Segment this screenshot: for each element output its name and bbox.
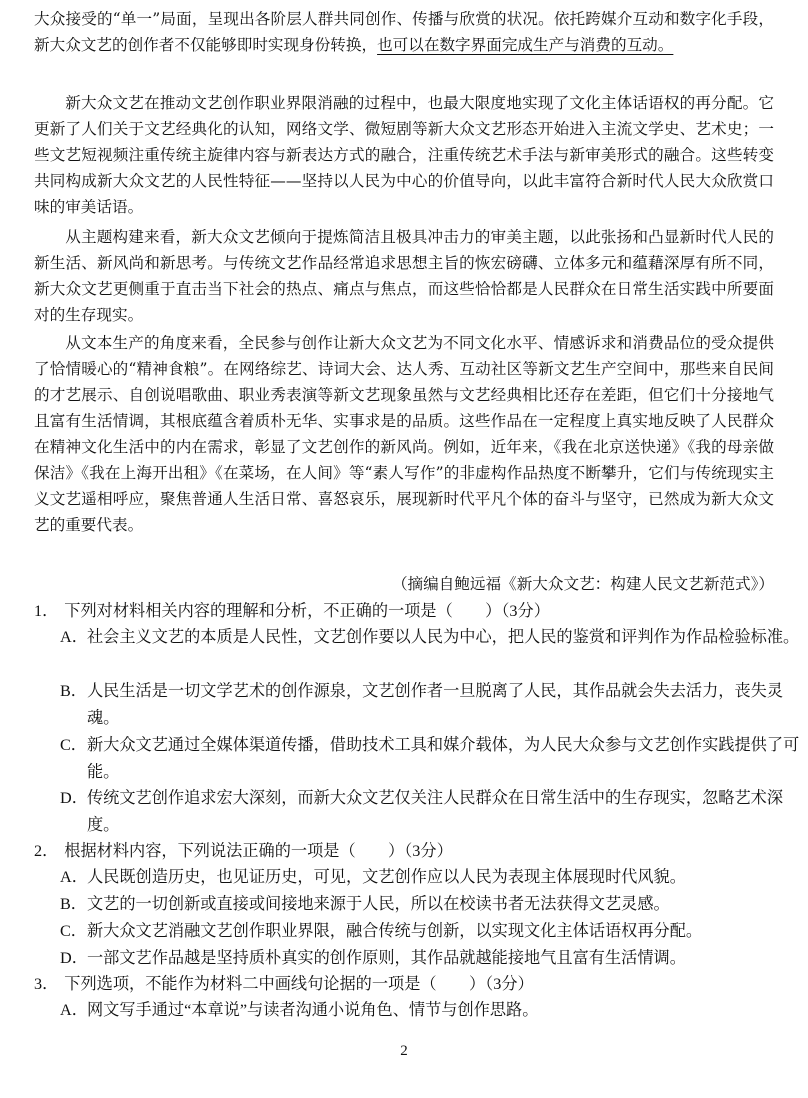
option-label: B． xyxy=(60,895,87,913)
question-2-option-d xyxy=(60,945,803,972)
option-label: D． xyxy=(60,949,88,967)
option-text: 网文写手通过“本章说”与读者沟通小说角色、情节与创作思路。 xyxy=(87,1001,539,1019)
underlined-sentence: 也可以在数字界面完成生产与消费的互动。 xyxy=(377,36,674,54)
question-1-option-d xyxy=(60,785,803,839)
option-label: D． xyxy=(60,789,88,807)
option-text: 新大众文艺消融文艺创作职业界限，融合传统与创新，以实现文化主体话语权再分配。 xyxy=(87,922,703,940)
passage-source: （摘编自鲍远福《新大众文艺：构建人民文艺新范式》） xyxy=(391,575,774,593)
option-label: C． xyxy=(60,922,87,940)
option-text: 文艺的一切创新或直接或间接地来源于人民，所以在校读书者无法获得文艺灵感。 xyxy=(87,895,670,913)
passage-paragraph-3: 从主题构建来看，新大众文艺倾向于提炼简洁且极具冲击力的审美主题，以此张扬和凸显新时代人民的新生活、新风尚和新思考。与传统文艺作品经常追求思想主旨的恢宏磅礴、立体多元和蕴藉深厚有所不同，新大众文艺更侧重于直击当下社会的热点、痛点与焦点，而这些恰恰都是人民群众在日常生活实践中所要面对的生存现实。 xyxy=(34,228,774,324)
question-2-option-b xyxy=(60,891,803,918)
option-text: 社会主义文艺的本质是人民性，文艺创作要以人民为中心，把人民的鉴赏和评判作为作品检验标准。 xyxy=(87,628,800,646)
question-1 xyxy=(34,598,774,624)
question-1-number: 1． xyxy=(34,602,59,620)
option-label: C． xyxy=(60,736,87,754)
option-text: 新大众文艺通过全媒体渠道传播，借助技术工具和媒介载体，为人民大众参与文艺创作实践提供了可能。 xyxy=(87,736,800,781)
option-label: A． xyxy=(60,868,88,886)
option-label: B． xyxy=(60,682,87,700)
passage-paragraph-4: 从文本生产的角度来看，全民参与创作让新大众文艺为不同文化水平、情感诉求和消费品位的受众提供了恰情暖心的“精神食粮”。在网络综艺、诗词大会、达人秀、互动社区等新文艺生产空间中，那些来自民间的才艺展示、自创说唱歌曲、职业秀表演等新文艺现象虽然与文艺经典相比还存在差距，但它们十分接地气且富有生活情调，其根底蕴含着质朴无华、实事求是的品质。这些作品在一定程度上真实地反映了人民群众在精神文化生活中的内在需求，彰显了文艺创作的新风尚。例如，近年来，《我在北京送快递》《我的母亲做保洁》《我在上海开出租》《在菜场，在人间》等“素人写作”的非虚构作品热度不断攀升，它们与传统现实主义文艺遥相呼应，聚焦普通人生活日常、喜怒哀乐，展现新时代平凡个体的奋斗与坚守，已然成为新大众文艺的重要代表。 xyxy=(34,334,774,534)
question-2-option-c xyxy=(60,918,803,945)
question-1-option-a xyxy=(60,624,803,651)
option-text: 人民既创造历史，也见证历史，可见，文艺创作应以人民为表现主体展现时代风貌。 xyxy=(87,868,686,886)
option-label: A． xyxy=(60,628,88,646)
question-3-option-a xyxy=(60,997,803,1024)
option-text: 人民生活是一切文学艺术的创作源泉，文艺创作者一旦脱离了人民，其作品就会失去活力，丧失灵魂。 xyxy=(87,682,784,727)
question-3-stem: 下列选项，不能作为材料二中画线句论据的一项是（ ）（3分） xyxy=(64,975,534,993)
question-2-number: 2． xyxy=(34,842,59,860)
question-1-option-c xyxy=(60,732,803,786)
question-2 xyxy=(34,838,774,864)
option-label: A． xyxy=(60,1001,88,1019)
paragraph-1-text: 大众接受的“单一”局面，呈现出各阶层人群共同创作、传播与欣赏的状况。依托跨媒介互动和数字化手段，新大众文艺的创作者不仅能够即时实现身份转换， xyxy=(34,10,774,54)
page-number: 2 xyxy=(400,1043,408,1059)
question-1-stem: 下列对材料相关内容的理解和分析，不正确的一项是（ ）（3分） xyxy=(64,602,550,620)
option-text: 传统文艺创作追求宏大深刻，而新大众文艺仅关注人民群众在日常生活中的生存现实，忽略艺术深度。 xyxy=(87,789,784,834)
option-text: 一部文艺作品越是坚持质朴真实的创作原则，其作品就越能接地气且富有生活情调。 xyxy=(87,949,686,967)
question-2-option-a xyxy=(60,864,803,891)
question-3-number: 3． xyxy=(34,975,59,993)
question-1-option-b xyxy=(60,678,803,732)
question-2-stem: 根据材料内容，下列说法正确的一项是（ ）（3分） xyxy=(64,842,453,860)
question-3 xyxy=(34,971,774,997)
passage-paragraph-2: 新大众文艺在推动文艺创作职业界限消融的过程中，也最大限度地实现了文化主体话语权的再分配。它更新了人们关于文艺经典化的认知，网络文学、微短剧等新大众文艺形态开始进入主流文学史、艺术史；一些文艺短视频注重传统主旋律内容与新表达方式的融合，注重传统艺术手法与新审美形式的融合。这些转变共同构成新大众文艺的人民性特征——坚持以人民为中心的价值导向，以此丰富符合新时代人民大众欣赏口味的审美话语。 xyxy=(34,94,774,216)
passage-paragraph-1 xyxy=(34,6,774,58)
